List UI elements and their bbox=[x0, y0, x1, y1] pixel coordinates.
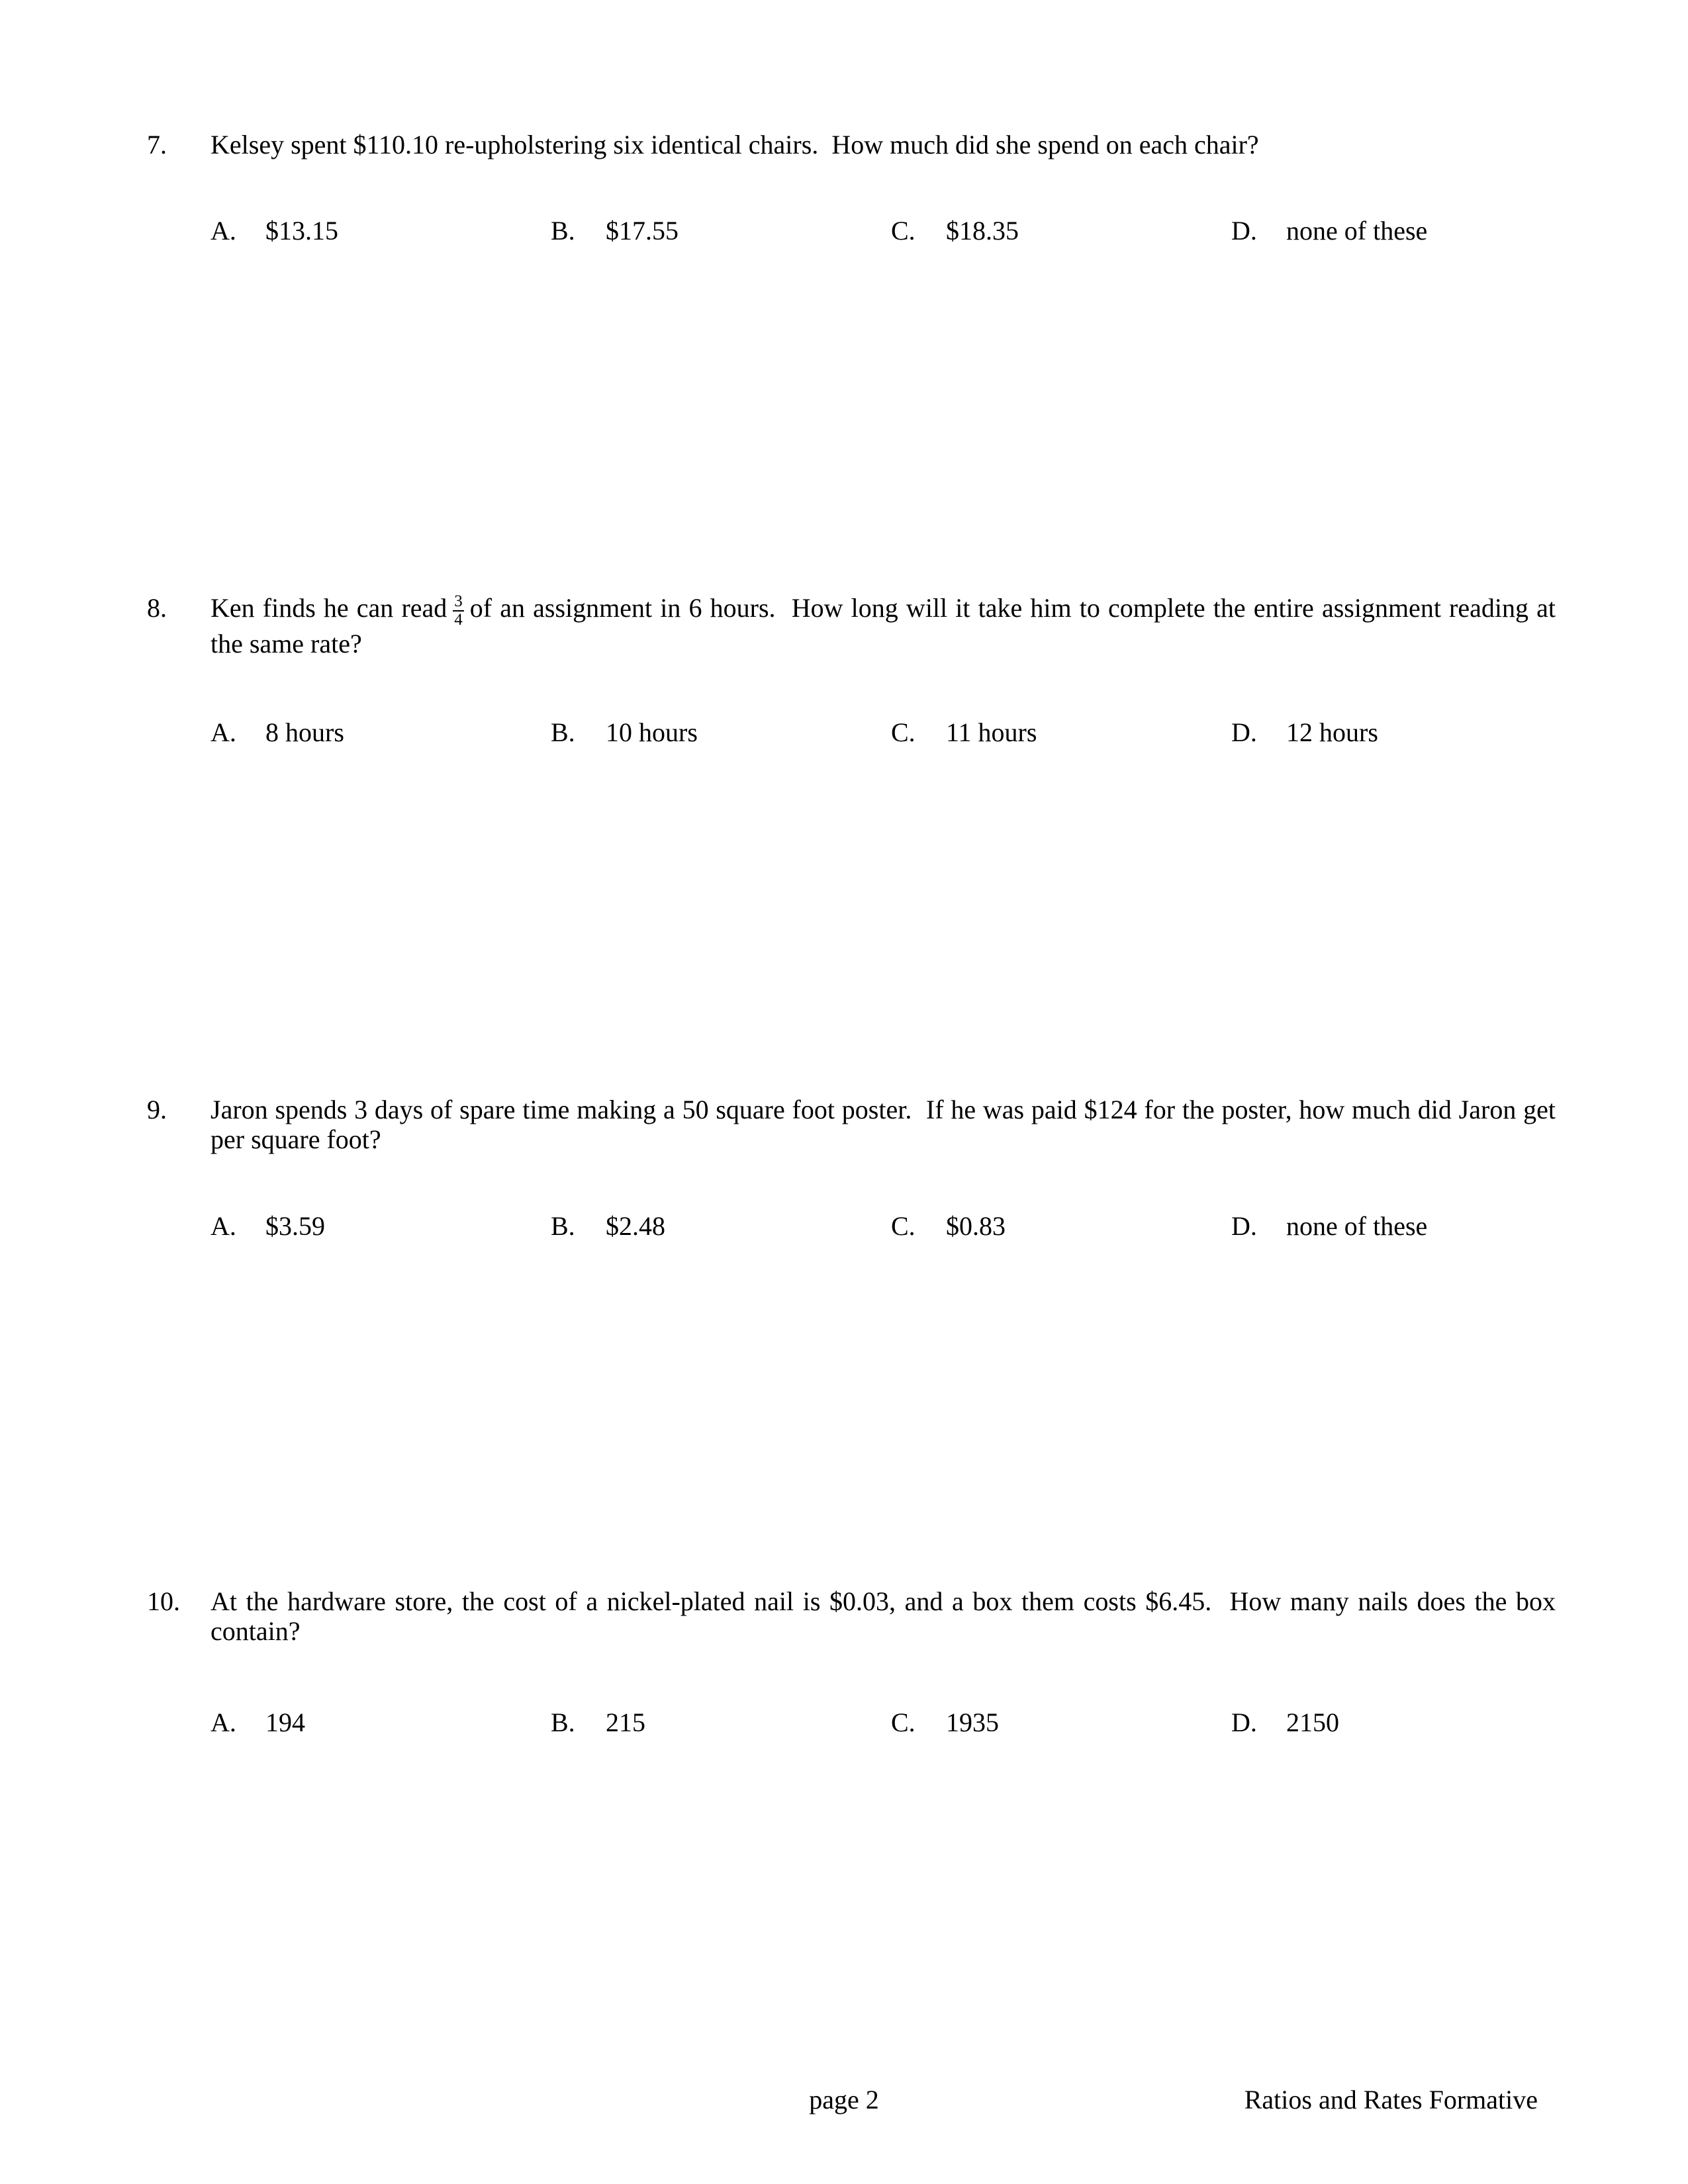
choice-b bbox=[551, 717, 891, 747]
choice-letter: C. bbox=[891, 1211, 915, 1241]
fraction-numerator: 3 bbox=[454, 592, 463, 610]
choice-value: $13.15 bbox=[265, 216, 338, 246]
answer-choices bbox=[147, 216, 1556, 246]
question-text-before-fraction: Ken finds he can read bbox=[211, 593, 447, 623]
choice-value: none of these bbox=[1286, 216, 1428, 246]
choice-a bbox=[211, 1707, 551, 1737]
question-text: At the hardware store, the cost of a nickel-plated nail is $0.03, and a box them costs $6.45. How many nails does the box contain? bbox=[211, 1586, 1556, 1646]
page-number-label: page 2 bbox=[809, 2085, 879, 2115]
fraction-denominator: 4 bbox=[454, 611, 463, 629]
choice-letter: C. bbox=[891, 717, 915, 747]
question-7 bbox=[147, 130, 1556, 246]
page-footer bbox=[0, 2085, 1688, 2115]
choice-letter: B. bbox=[551, 1211, 575, 1241]
choice-a bbox=[211, 717, 551, 747]
choice-value: $2.48 bbox=[606, 1211, 665, 1241]
choice-a bbox=[211, 216, 551, 246]
question-text bbox=[211, 593, 1556, 659]
question-number: 7. bbox=[147, 130, 167, 159]
question-9 bbox=[147, 1095, 1556, 1241]
question-text: Kelsey spent $110.10 re-upholstering six identical chairs. How much did she spend on each chair? bbox=[211, 130, 1259, 159]
answer-choices bbox=[147, 1707, 1556, 1737]
question-8 bbox=[147, 593, 1556, 747]
choice-letter: D. bbox=[1231, 1707, 1257, 1737]
choice-value: 10 hours bbox=[606, 717, 698, 747]
choice-c bbox=[891, 216, 1231, 246]
choice-letter: D. bbox=[1231, 717, 1257, 747]
choice-c bbox=[891, 717, 1231, 747]
choice-value: 8 hours bbox=[265, 717, 344, 747]
choice-b bbox=[551, 216, 891, 246]
choice-value: 215 bbox=[606, 1707, 645, 1737]
question-text: Jaron spends 3 days of spare time making a 50 square foot poster. If he was paid $124 for the poster, how much did Jaron get per square foot? bbox=[211, 1095, 1556, 1154]
answer-choices bbox=[147, 717, 1556, 747]
question-number: 10. bbox=[147, 1586, 180, 1616]
choice-a bbox=[211, 1211, 551, 1241]
choice-letter: C. bbox=[891, 216, 915, 246]
choice-letter: A. bbox=[211, 1211, 236, 1241]
choice-value: $17.55 bbox=[606, 216, 679, 246]
choice-d bbox=[1231, 717, 1556, 747]
choice-letter: D. bbox=[1231, 1211, 1257, 1241]
choice-letter: A. bbox=[211, 717, 236, 747]
choice-c bbox=[891, 1211, 1231, 1241]
choice-letter: D. bbox=[1231, 216, 1257, 246]
choice-d bbox=[1231, 216, 1556, 246]
answer-choices bbox=[147, 1211, 1556, 1241]
choice-value: 12 hours bbox=[1286, 717, 1378, 747]
choice-value: 11 hours bbox=[946, 717, 1037, 747]
question-number: 9. bbox=[147, 1095, 167, 1124]
choice-letter: A. bbox=[211, 216, 236, 246]
choice-value: 2150 bbox=[1286, 1707, 1339, 1737]
choice-value: 1935 bbox=[946, 1707, 999, 1737]
choice-d bbox=[1231, 1707, 1556, 1737]
question-number: 8. bbox=[147, 593, 167, 623]
fraction-three-fourths bbox=[453, 593, 464, 629]
choice-value: $18.35 bbox=[946, 216, 1019, 246]
choice-value: 194 bbox=[265, 1707, 305, 1737]
choice-d bbox=[1231, 1211, 1556, 1241]
choice-letter: A. bbox=[211, 1707, 236, 1737]
choice-value: none of these bbox=[1286, 1211, 1428, 1241]
choice-letter: C. bbox=[891, 1707, 915, 1737]
question-text-after-fraction: of an assignment in 6 hours. How long will it take him to complete the entire assignment reading at the same rate? bbox=[211, 593, 1556, 659]
choice-value: $3.59 bbox=[265, 1211, 325, 1241]
document-title: Ratios and Rates Formative bbox=[1244, 2085, 1538, 2115]
choice-letter: B. bbox=[551, 717, 575, 747]
choice-c bbox=[891, 1707, 1231, 1737]
choice-letter: B. bbox=[551, 216, 575, 246]
choice-value: $0.83 bbox=[946, 1211, 1006, 1241]
question-10 bbox=[147, 1586, 1556, 1737]
choice-b bbox=[551, 1211, 891, 1241]
choice-letter: B. bbox=[551, 1707, 575, 1737]
choice-b bbox=[551, 1707, 891, 1737]
